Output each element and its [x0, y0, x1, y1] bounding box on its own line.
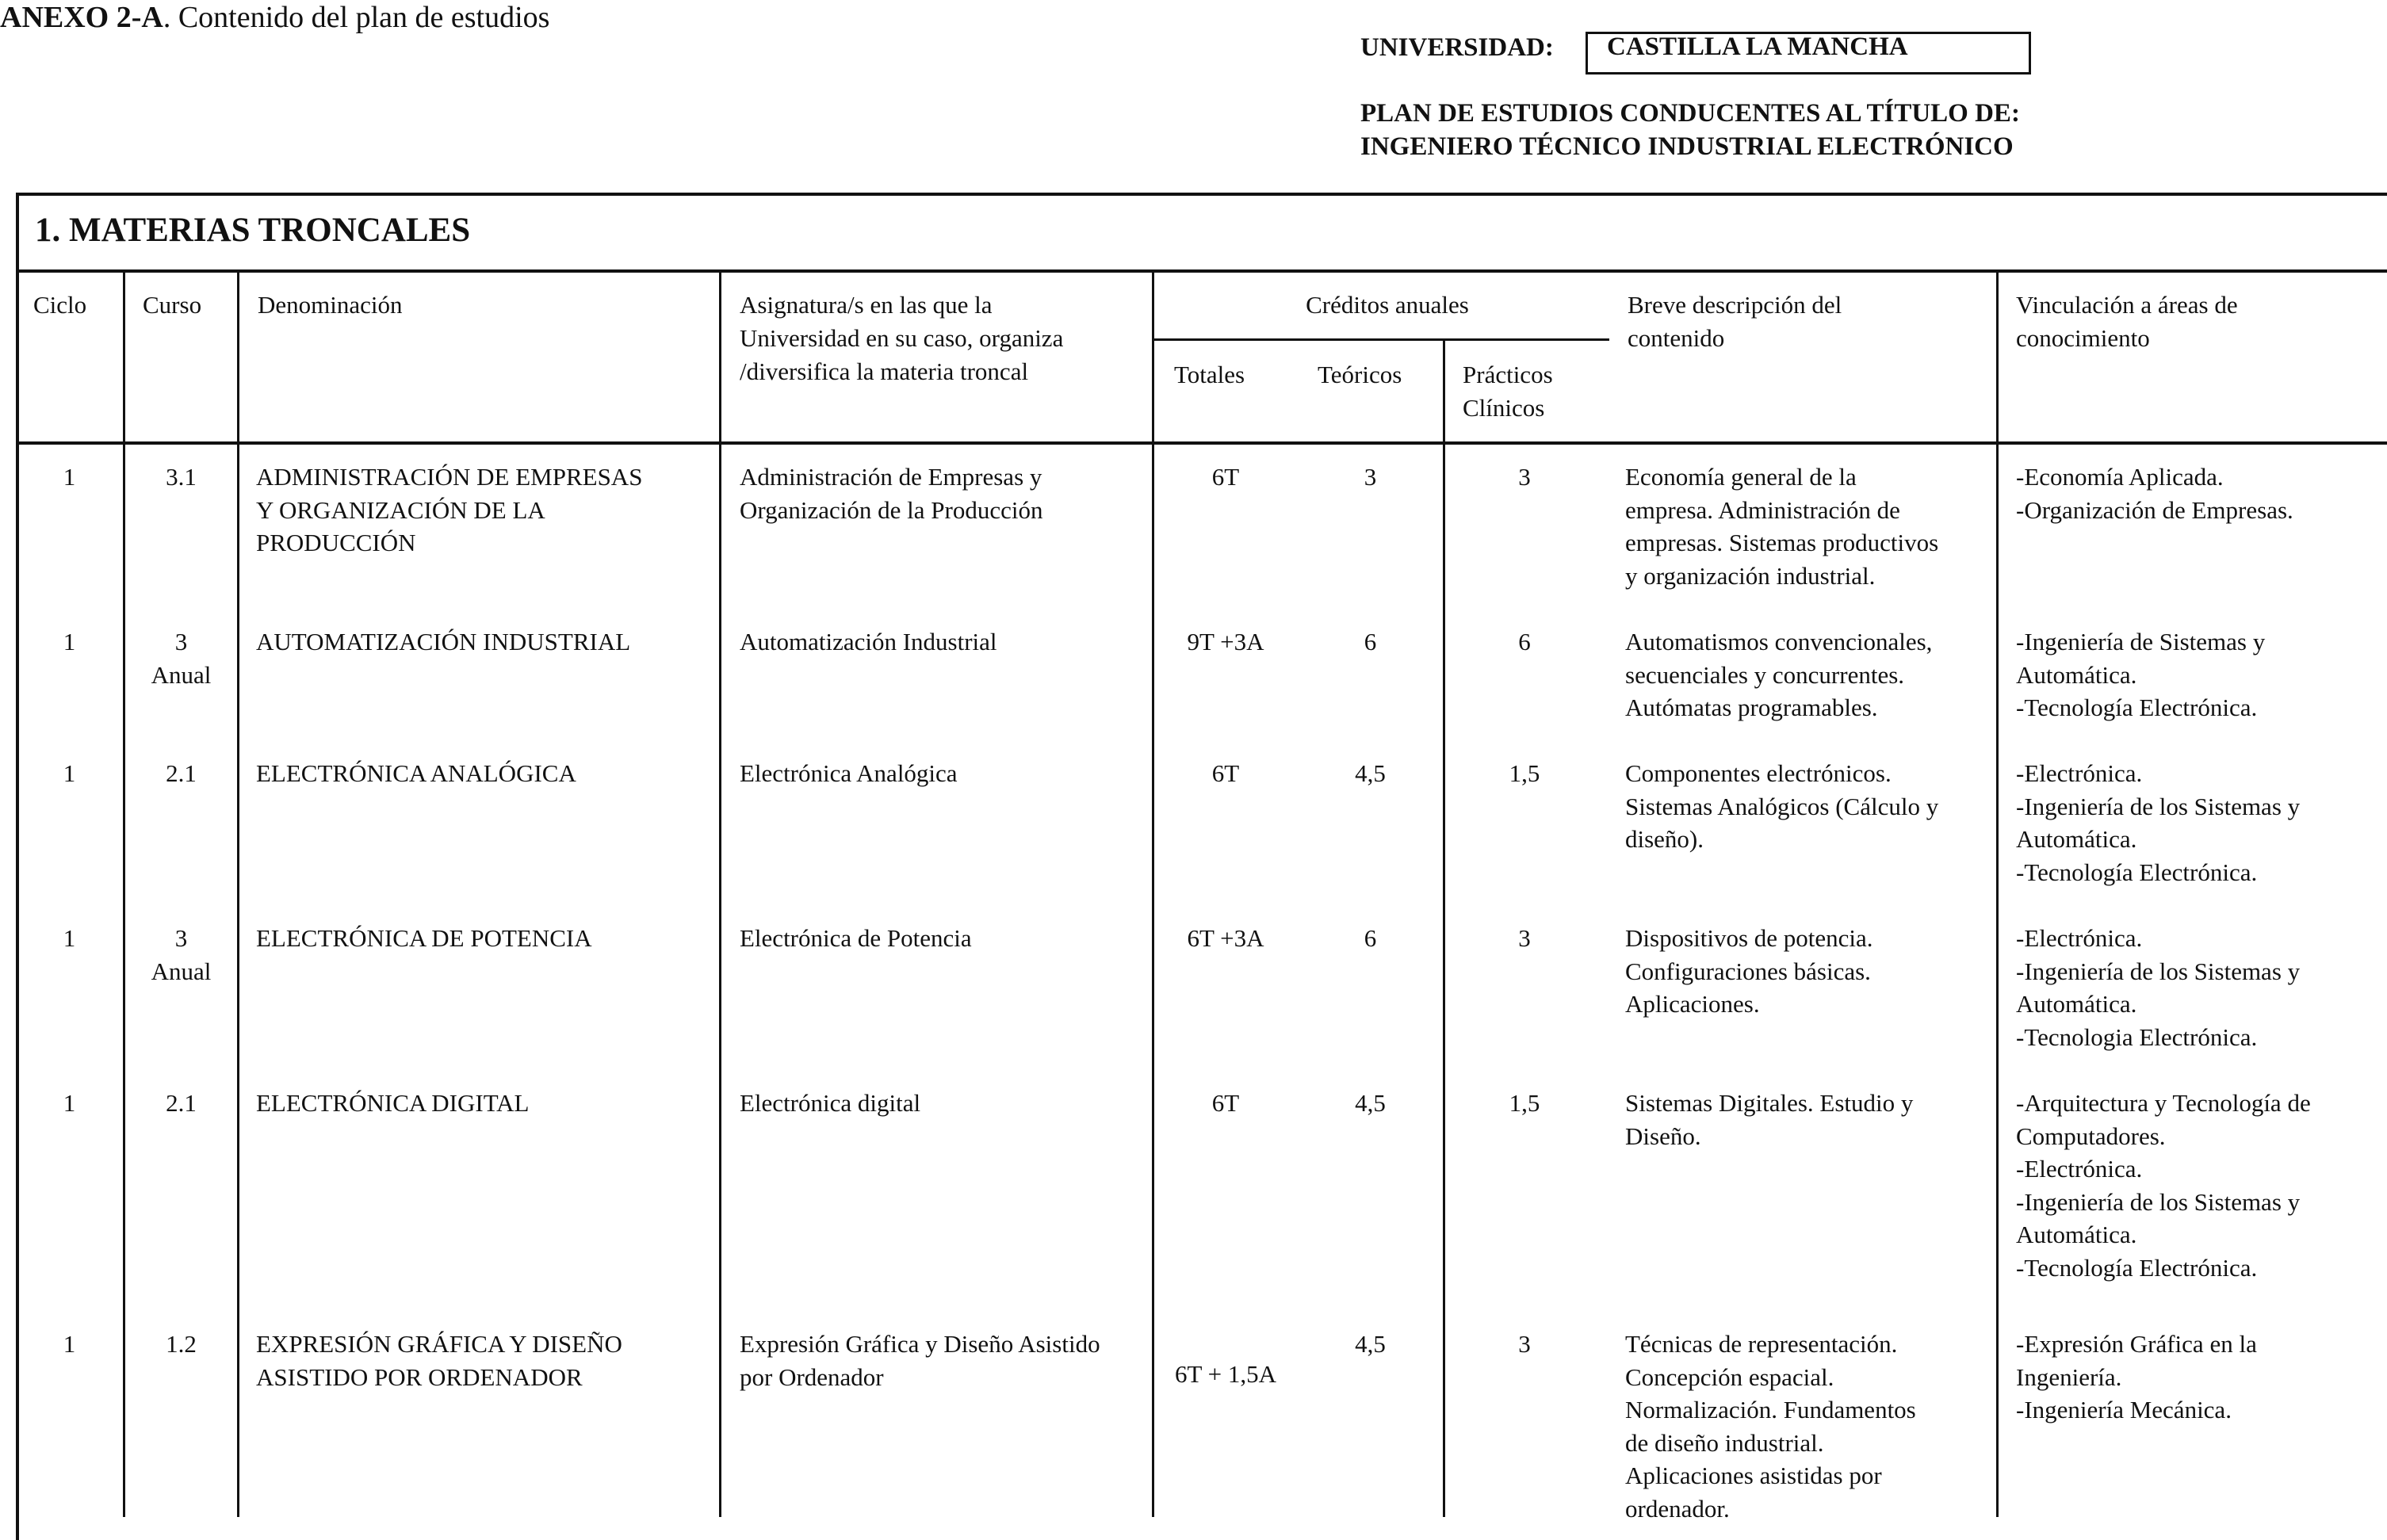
cell-teoricos-line: 4,5	[1355, 759, 1386, 787]
cell-vinculacion-line: -Electrónica.	[2016, 759, 2143, 787]
cell-vinculacion-line: -Tecnologia Electrónica.	[2016, 1022, 2258, 1051]
cell-asignatura	[740, 625, 997, 659]
header-curso: Curso	[143, 291, 202, 319]
cell-ciclo	[16, 460, 123, 494]
cell-vinculacion-line: -Ingeniería Mecánica.	[2016, 1396, 2232, 1423]
cell-totales	[1154, 460, 1297, 494]
cell-descripcion-line: Autómatas programables.	[1625, 694, 1878, 721]
cell-totales	[1154, 922, 1297, 955]
cell-descripcion-line: Configuraciones básicas.	[1625, 957, 1871, 985]
col-divider-6	[1996, 269, 1999, 1517]
cell-denominacion-line: EXPRESIÓN GRÁFICA Y DISEÑO	[256, 1330, 622, 1358]
cell-curso-line: 3.1	[166, 463, 197, 491]
cell-practicos-line: 3	[1518, 463, 1531, 491]
cell-practicos	[1445, 757, 1604, 790]
cell-ciclo-line: 1	[63, 1330, 76, 1358]
header-vinculacion-line: Vinculación a áreas de	[2016, 291, 2238, 319]
annex-number: ANEXO 2-A	[0, 1, 163, 34]
university-name: CASTILLA LA MANCHA	[1607, 32, 1908, 61]
cell-vinculacion-line: -Ingeniería de los Sistemas y	[2016, 792, 2301, 820]
cell-curso	[125, 922, 237, 988]
cell-denominacion	[256, 460, 642, 560]
cell-descripcion-line: Sistemas Analógicos (Cálculo y	[1625, 792, 1939, 820]
cell-descripcion-line: Sistemas Digitales. Estudio y	[1625, 1089, 1914, 1117]
cell-denominacion	[256, 625, 630, 659]
cell-ciclo-line: 1	[63, 463, 76, 491]
cell-asignatura	[740, 1328, 1100, 1393]
cell-vinculacion-line: -Expresión Gráfica en la	[2016, 1330, 2257, 1358]
plan-title	[1360, 97, 2020, 163]
cell-practicos-line: 3	[1518, 1330, 1531, 1358]
cell-curso-line: 2.1	[166, 759, 197, 787]
cell-vinculacion-line: -Ingeniería de Sistemas y	[2016, 628, 2266, 655]
creditos-subheader-rule	[1153, 338, 1609, 341]
cell-totales-line: 6T	[1211, 759, 1240, 787]
cell-descripcion-line: empresas. Sistemas productivos	[1625, 529, 1939, 556]
cell-descripcion	[1625, 460, 1938, 592]
cell-denominacion	[256, 757, 576, 790]
cell-practicos	[1445, 460, 1604, 494]
cell-vinculacion-line: Automática.	[2016, 990, 2137, 1018]
header-descripcion-line: contenido	[1628, 324, 1725, 352]
cell-descripcion-line: Dispositivos de potencia.	[1625, 924, 1873, 952]
cell-vinculacion-line: -Organización de Empresas.	[2016, 495, 2293, 524]
cell-descripcion-line: Concepción espacial.	[1625, 1362, 1834, 1391]
cell-curso	[125, 625, 237, 691]
cell-practicos	[1445, 922, 1604, 955]
cell-vinculacion	[2016, 1328, 2257, 1427]
cell-vinculacion-line: -Electrónica.	[2016, 1155, 2143, 1183]
cell-vinculacion	[2016, 1087, 2311, 1284]
cell-denominacion	[256, 1087, 530, 1120]
cell-descripcion	[1625, 1087, 1913, 1152]
header-asignatura-line: Asignatura/s en las que la	[740, 291, 993, 319]
cell-vinculacion-line: -Tecnología Electrónica.	[2016, 858, 2258, 886]
cell-totales-line: 6T	[1211, 1089, 1240, 1117]
cell-teoricos	[1297, 625, 1444, 659]
col-divider-2	[237, 269, 239, 1517]
cell-descripcion-line: empresa. Administración de	[1625, 495, 1900, 524]
cell-practicos	[1445, 1328, 1604, 1361]
cell-practicos-line: 6	[1518, 628, 1531, 655]
cell-ciclo	[16, 1087, 123, 1120]
header-creditos: Créditos anuales	[1306, 291, 1469, 319]
cell-descripcion-line: secuenciales y concurrentes.	[1625, 660, 1905, 689]
cell-asignatura	[740, 460, 1043, 526]
cell-descripcion-line: Automatismos convencionales,	[1625, 628, 1933, 655]
cell-ciclo	[16, 922, 123, 955]
cell-asignatura-line: Electrónica de Potencia	[740, 924, 972, 952]
cell-totales-line: 6T +3A	[1187, 924, 1264, 952]
cell-descripcion	[1625, 757, 1938, 856]
cell-ciclo	[16, 625, 123, 659]
cell-vinculacion-line: Automática.	[2016, 660, 2137, 689]
cell-vinculacion-line: -Ingeniería de los Sistemas y	[2016, 1187, 2301, 1216]
university-label: UNIVERSIDAD:	[1360, 33, 1554, 62]
cell-vinculacion	[2016, 757, 2300, 888]
header-descripcion-line: Breve descripción del	[1628, 291, 1842, 319]
cell-asignatura-line: Automatización Industrial	[740, 628, 997, 655]
cell-asignatura-line: Organización de la Producción	[740, 495, 1043, 524]
cell-asignatura-line: por Ordenador	[740, 1362, 884, 1391]
cell-teoricos-line: 4,5	[1355, 1330, 1386, 1358]
cell-teoricos	[1297, 1328, 1444, 1361]
university-box	[1586, 32, 2031, 75]
cell-practicos-line: 3	[1518, 924, 1531, 952]
cell-teoricos-line: 3	[1364, 463, 1377, 491]
cell-descripcion	[1625, 625, 1932, 724]
cell-ciclo-line: 1	[63, 924, 76, 952]
cell-asignatura-line: Electrónica Analógica	[740, 759, 958, 787]
cell-ciclo-line: 1	[63, 759, 76, 787]
cell-vinculacion-line: Automática.	[2016, 1221, 2137, 1248]
cell-denominacion	[256, 922, 592, 955]
header-denominacion: Denominación	[258, 291, 403, 319]
header-practicos-line: Clínicos	[1463, 394, 1545, 422]
cell-vinculacion-line: Computadores.	[2016, 1122, 2166, 1150]
cell-totales-line: 6T	[1211, 463, 1240, 491]
cell-curso	[125, 757, 237, 790]
plan-title-line-1: PLAN DE ESTUDIOS CONDUCENTES AL TÍTULO DE:	[1360, 99, 2020, 128]
cell-vinculacion	[2016, 460, 2293, 526]
cell-curso-line: Anual	[151, 957, 212, 985]
cell-asignatura	[740, 1087, 920, 1120]
header-asignatura-line: /diversifica la materia troncal	[740, 357, 1029, 385]
cell-asignatura	[740, 757, 958, 790]
col-divider-4	[1152, 269, 1154, 1517]
cell-teoricos	[1297, 922, 1444, 955]
cell-asignatura	[740, 922, 972, 955]
cell-vinculacion-line: -Electrónica.	[2016, 924, 2143, 952]
header-practicos	[1463, 358, 1553, 425]
cell-descripcion-line: ordenador.	[1625, 1494, 1730, 1523]
cell-asignatura-line: Electrónica digital	[740, 1089, 921, 1117]
cell-curso-line: 3	[174, 628, 188, 655]
cell-curso-line: 1.2	[166, 1330, 197, 1358]
cell-vinculacion	[2016, 922, 2300, 1053]
annex-title	[0, 0, 549, 35]
cell-vinculacion-line: -Arquitectura y Tecnología de	[2016, 1089, 2311, 1117]
cell-practicos	[1445, 1087, 1604, 1120]
plan-title-line-2: INGENIERO TÉCNICO INDUSTRIAL ELECTRÓNICO	[1360, 132, 2014, 161]
header-practicos-line: Prácticos	[1463, 361, 1553, 388]
header-top-rule	[16, 269, 2387, 273]
cell-descripcion	[1625, 1328, 1916, 1525]
cell-descripcion-line: Técnicas de representación.	[1625, 1330, 1898, 1358]
cell-totales	[1154, 1358, 1297, 1391]
cell-descripcion-line: Economía general de la	[1625, 463, 1857, 491]
cell-ciclo-line: 1	[63, 1089, 76, 1117]
cell-descripcion-line: Componentes electrónicos.	[1625, 759, 1892, 787]
header-totales: Totales	[1174, 361, 1245, 388]
cell-teoricos-line: 6	[1364, 924, 1377, 952]
cell-teoricos	[1297, 757, 1444, 790]
col-divider-3	[719, 269, 721, 1517]
cell-denominacion-line: ELECTRÓNICA ANALÓGICA	[256, 759, 576, 787]
cell-curso	[125, 460, 237, 494]
cell-vinculacion-line: -Tecnología Electrónica.	[2016, 694, 2258, 721]
cell-practicos	[1445, 625, 1604, 659]
cell-teoricos-line: 6	[1364, 628, 1377, 655]
header-teoricos: Teóricos	[1318, 361, 1402, 388]
header-asignatura	[740, 289, 1063, 388]
cell-denominacion-line: PRODUCCIÓN	[256, 529, 416, 556]
header-asignatura-line: Universidad en su caso, organiza	[740, 324, 1064, 352]
header-vinculacion	[2016, 289, 2238, 355]
cell-ciclo	[16, 1328, 123, 1361]
cell-vinculacion	[2016, 625, 2265, 724]
cell-descripcion-line: Diseño.	[1625, 1122, 1701, 1150]
cell-descripcion-line: diseño).	[1625, 825, 1704, 853]
cell-vinculacion-line: Ingeniería.	[2016, 1362, 2122, 1391]
cell-vinculacion-line: -Tecnología Electrónica.	[2016, 1253, 2258, 1282]
cell-denominacion-line: AUTOMATIZACIÓN INDUSTRIAL	[256, 628, 631, 655]
cell-teoricos-line: 4,5	[1355, 1089, 1386, 1117]
cell-descripcion-line: Aplicaciones asistidas por	[1625, 1462, 1882, 1489]
cell-curso-line: 3	[174, 924, 188, 952]
cell-denominacion-line: Y ORGANIZACIÓN DE LA	[256, 495, 545, 524]
cell-curso	[125, 1087, 237, 1120]
cell-totales	[1154, 625, 1297, 659]
cell-denominacion-line: ASISTIDO POR ORDENADOR	[256, 1362, 583, 1391]
cell-practicos-line: 1,5	[1509, 759, 1540, 787]
cell-descripcion-line: Aplicaciones.	[1625, 990, 1760, 1018]
header-bottom-rule	[16, 441, 2387, 445]
cell-curso-line: 2.1	[166, 1089, 197, 1117]
cell-totales-line: 6T + 1,5A	[1175, 1360, 1276, 1388]
cell-vinculacion-line: -Ingeniería de los Sistemas y	[2016, 957, 2301, 985]
cell-totales-line: 9T +3A	[1187, 628, 1264, 655]
cell-asignatura-line: Administración de Empresas y	[740, 463, 1042, 491]
cell-descripcion-line: y organización industrial.	[1625, 561, 1876, 590]
section-title: 1. MATERIAS TRONCALES	[35, 212, 471, 249]
cell-teoricos	[1297, 1087, 1444, 1120]
cell-ciclo-line: 1	[63, 628, 76, 655]
cell-ciclo	[16, 757, 123, 790]
cell-vinculacion-line: Automática.	[2016, 825, 2137, 853]
cell-vinculacion-line: -Economía Aplicada.	[2016, 463, 2224, 491]
cell-teoricos	[1297, 460, 1444, 494]
cell-practicos-line: 1,5	[1509, 1089, 1540, 1117]
annex-subtitle: . Contenido del plan de estudios	[163, 1, 550, 34]
cell-descripcion	[1625, 922, 1873, 1021]
cell-descripcion-line: Normalización. Fundamentos	[1625, 1396, 1916, 1423]
cell-denominacion-line: ADMINISTRACIÓN DE EMPRESAS	[256, 463, 643, 491]
cell-denominacion-line: ELECTRÓNICA DIGITAL	[256, 1089, 530, 1117]
cell-totales	[1154, 757, 1297, 790]
cell-denominacion-line: ELECTRÓNICA DE POTENCIA	[256, 924, 592, 952]
cell-asignatura-line: Expresión Gráfica y Diseño Asistido	[740, 1330, 1100, 1358]
cell-descripcion-line: de diseño industrial.	[1625, 1428, 1824, 1457]
cell-totales	[1154, 1087, 1297, 1120]
cell-curso-line: Anual	[151, 660, 212, 689]
cell-curso	[125, 1328, 237, 1361]
header-vinculacion-line: conocimiento	[2016, 324, 2150, 352]
header-descripcion	[1628, 289, 1842, 355]
cell-denominacion	[256, 1328, 622, 1393]
header-ciclo: Ciclo	[33, 291, 87, 319]
